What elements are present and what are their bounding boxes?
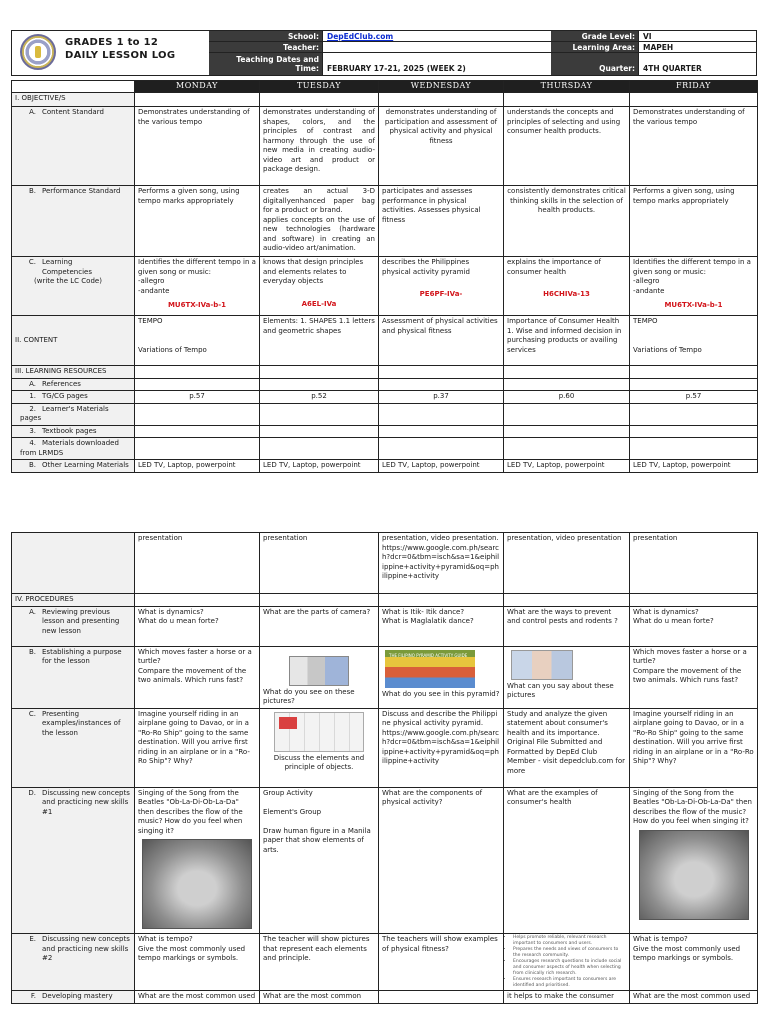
performance-standard-mon: Performs a given song, using tempo marks appropriately [135,186,260,257]
competencies-wed: describes the Philippines physical activity pyramid PE6PF-IVa- [379,257,504,316]
proc-b-fri: Which moves faster a horse or a turtle? Compare the movement of the two animals. Which runs fast? [630,646,758,708]
header-info-left [209,31,552,75]
tg-mon: p.57 [135,391,260,404]
competencies-tue: knows that design principles and elements relates to everyday objects A6EL-IVa [260,257,379,316]
proc-b-mon: Which moves faster a horse or a turtle? Compare the movement of the two animals. Which runs fast? [135,646,260,708]
tg-thu: p.60 [504,391,630,404]
other-materials-label: B. Other Learning Materials [12,460,135,473]
header-info-right [552,31,756,75]
other-thu: LED TV, Laptop, powerpoint [504,460,630,473]
title-line1: GRADES 1 to 12 [65,37,159,48]
area-label: Learning Area: [551,42,638,52]
day-friday: FRIDAY [630,81,758,93]
proc-e-label: E. Discussing new concepts and practicing new skills #2 [12,934,135,991]
cont-wed: presentation, video presentation. https://www.google.com.ph/search?dcr=0&tbm=isch&sa=1&eiphilippine+activity+pyramid&oq=philippine+activity [379,533,504,594]
proc-b-label: B. Establishing a purpose for the lesson [12,646,135,708]
proc-e-mon: What is tempo? Give the most commonly used tempo markings or symbols. [135,934,260,991]
other-fri: LED TV, Laptop, powerpoint [630,460,758,473]
proc-c-mon: Imagine yourself riding in an airplane going to Davao, or in a "Ro-Ro Ship" going to the same destination. Will you arrive first riding in an airplane or in a "Ro-Ro Ship"? Why? [135,708,260,787]
content-fri: TEMPO Variations of Tempo [630,316,758,366]
proc-a-wed: What is Itik- Itik dance? What is Maglalatik dance? [379,606,504,646]
proc-b-tue: What do you see on these pictures? [260,646,379,708]
day-thursday: THURSDAY [504,81,630,93]
lc-code-wed: PE6PF-IVa- [419,290,463,298]
day-monday: MONDAY [135,81,260,93]
proc-f-wed [379,991,504,1004]
proc-d-fri: Singing of the Song from the Beatles "Ob-La-Di-Ob-La-Da" then describes the flow of the music? How do you feel when singing it? [630,787,758,934]
elements-principles-image [274,712,364,752]
content-standard-mon: Demonstrates understanding of the various tempo [135,107,260,186]
grade-value: VI [638,31,756,41]
competencies-label: C. Learning Competencies (write the LC Code) [12,257,135,316]
cont-fri: presentation [630,533,758,594]
resources-section: III. LEARNING RESOURCES [12,366,135,379]
day-wednesday: WEDNESDAY [379,81,504,93]
proc-a-label: A. Reviewing previous lesson and presenting new lesson [12,606,135,646]
procedures-section: IV. PROCEDURES [12,594,135,607]
dates-value: FEBRUARY 17-21, 2025 (WEEK 2) [322,53,552,75]
proc-e-tue: The teacher will show pictures that represent each elements and principle. [260,934,379,991]
school-label: School: [209,31,322,41]
competencies-fri: Identifies the different tempo in a given song or music: -allegro -andante MU6TX-IVa-b-1 [630,257,758,316]
cont-mon: presentation [135,533,260,594]
competencies-mon: Identifies the different tempo in a given song or music: -allegro -andante MU6TX-IVa-b-1 [135,257,260,316]
lc-code-tue: A6EL-IVa [301,299,337,308]
proc-f-tue: What are the most common [260,991,379,1004]
proc-d-thu: What are the examples of consumer's health [504,787,630,934]
performance-standard-fri: Performs a given song, using tempo marks appropriately [630,186,758,257]
other-tue: LED TV, Laptop, powerpoint [260,460,379,473]
grade-label: Grade Level: [551,31,638,41]
lc-code-mon: MU6TX-IVa-b-1 [167,301,227,309]
performance-standard-tue: creates an actual 3-D digitallyenhanced paper bag for a product or brand. applies concepts on the use of new technologies (hardware and software) in creating an audio-video art/animation. [260,186,379,257]
teacher-value [322,42,552,52]
deped-seal-icon [20,34,56,70]
other-wed: LED TV, Laptop, powerpoint [379,460,504,473]
performance-standard-label: B. Performance Standard [12,186,135,257]
proc-d-wed: What are the components of physical activity? [379,787,504,934]
proc-b-thu: What can you say about these pictures [504,646,630,708]
content-standard-fri: Demonstrates understanding of the various tempo [630,107,758,186]
content-standard-tue: demonstrates understanding of shapes, colors, and the principles of contrast and harmony through the use of new media in creating audio-video art and product or package design. [260,107,379,186]
day-tuesday: TUESDAY [260,81,379,93]
area-value: MAPEH [638,42,756,52]
proc-a-tue: What are the parts of camera? [260,606,379,646]
title-line2: DAILY LESSON LOG [65,50,176,61]
cont-thu: presentation, video presentation [504,533,630,594]
singing-class-photo [142,839,252,929]
teacher-label: Teacher: [209,42,322,52]
corner-cell [12,81,135,93]
proc-b-wed: THE FILIPINO PYRAMID ACTIVITY GUIDE What do you see in this pyramid? [379,646,504,708]
consumer-health-bullets: • Helps promote reliable, relevant research important to consumers and users. • Prepares the needs and views of consumers to the research community. • Encourages research questions to include social and consumer aspects of health when selecting from clinically rich research. • Ensures research important to consumers are identified and prioritised. [507,935,626,989]
quarter-value: 4TH QUARTER [638,53,756,75]
lesson-table-page2 [11,532,758,1004]
performance-standard-wed: participates and assesses performance in physical activities. Assesses physical fitness [379,186,504,257]
proc-e-wed: The teachers will show examples of physical fitness? [379,934,504,991]
proc-c-tue: Discuss the elements and principle of objects. [260,708,379,787]
lesson-log-header [11,30,757,76]
content-tue: Elements: 1. SHAPES 1.1 letters and geometric shapes [260,316,379,366]
content-standard-thu: understands the concepts and principles of selecting and using consumer health products. [504,107,630,186]
school-link[interactable]: DepEdClub.com [327,31,394,41]
camera-pictures-image [289,656,349,686]
proc-c-label: C. Presenting examples/instances of the lesson [12,708,135,787]
proc-f-fri: What are the most common used [630,991,758,1004]
consumer-pictures-image [511,650,573,680]
other-mon: LED TV, Laptop, powerpoint [135,460,260,473]
proc-e-thu [504,934,630,991]
title-block [12,31,208,75]
lc-code-thu: H6CHIVa-13 [543,290,590,298]
content-thu: Importance of Consumer Health 1. Wise and informed decision in purchasing products or availing services [504,316,630,366]
lesson-table-page1 [11,80,758,473]
proc-c-fri: Imagine yourself riding in an airplane going to Davao, or in a "Ro-Ro Ship" going to the same destination. Will you arrive first riding in an airplane or in a "Ro-Ro Ship"? Why? [630,708,758,787]
proc-a-fri: What is dynamics? What do u mean forte? [630,606,758,646]
textbook-label: 3. Textbook pages [12,425,135,438]
content-label: II. CONTENT [12,316,135,366]
objectives-section: I. OBJECTIVE/S [12,93,135,107]
lc-code-fri: MU6TX-IVa-b-1 [664,301,723,309]
proc-f-label: F. Developing mastery [12,991,135,1004]
content-standard-wed: demonstrates understanding of participation and assessment of physical activity and physical fitness [379,107,504,186]
proc-c-thu: Study and analyze the given statement about consumer's health and its importance. Original File Submitted and Formatted by DepEd Club Member - visit depedclub.com for more [504,708,630,787]
proc-a-mon: What is dynamics? What do u mean forte? [135,606,260,646]
proc-c-wed: Discuss and describe the Philippine physical activity pyramid. https://www.google.com.ph/search?dcr=0&tbm=isch&sa=1&eiphilippine+activity+pyramid&oq=philippine+activity [379,708,504,787]
tg-tue: p.52 [260,391,379,404]
proc-d-mon: Singing of the Song from the Beatles "Ob-La-Di-Ob-La-Da" then describes the flow of the music? How do you feel when singing it? [135,787,260,934]
dates-label-line2: Time: [295,64,319,73]
proc-f-thu: it helps to make the consumer [504,991,630,1004]
proc-d-label: D. Discussing new concepts and practicing new skills #1 [12,787,135,934]
tg-pages-label: 1. TG/CG pages [12,391,135,404]
competencies-thu: explains the importance of consumer health H6CHIVa-13 [504,257,630,316]
cont-tue: presentation [260,533,379,594]
tg-fri: p.57 [630,391,758,404]
quarter-label: Quarter: [551,53,638,75]
proc-d-tue: Group Activity Element's Group Draw human figure in a Manila paper that show elements of arts. [260,787,379,934]
proc-f-mon: What are the most common used [135,991,260,1004]
dates-label-line1: Teaching Dates and [236,55,319,64]
references-label: A. References [12,378,135,391]
tg-wed: p.37 [379,391,504,404]
content-standard-label: A. Content Standard [12,107,135,186]
lrmds-label: 4. Materials downloaded from LRMDS [12,438,135,460]
content-wed: Assessment of physical activities and physical fitness [379,316,504,366]
lm-pages-label: 2. Learner's Materials pages [12,403,135,425]
performance-standard-thu: consistently demonstrates critical thinking skills in the selection of health products. [504,186,630,257]
singing-class-photo-fri [639,830,749,920]
proc-e-fri: What is tempo? Give the most commonly used tempo markings or symbols. [630,934,758,991]
activity-pyramid-image: THE FILIPINO PYRAMID ACTIVITY GUIDE [385,650,475,688]
content-mon: TEMPO Variations of Tempo [135,316,260,366]
proc-a-thu: What are the ways to prevent and control pests and rodents ? [504,606,630,646]
